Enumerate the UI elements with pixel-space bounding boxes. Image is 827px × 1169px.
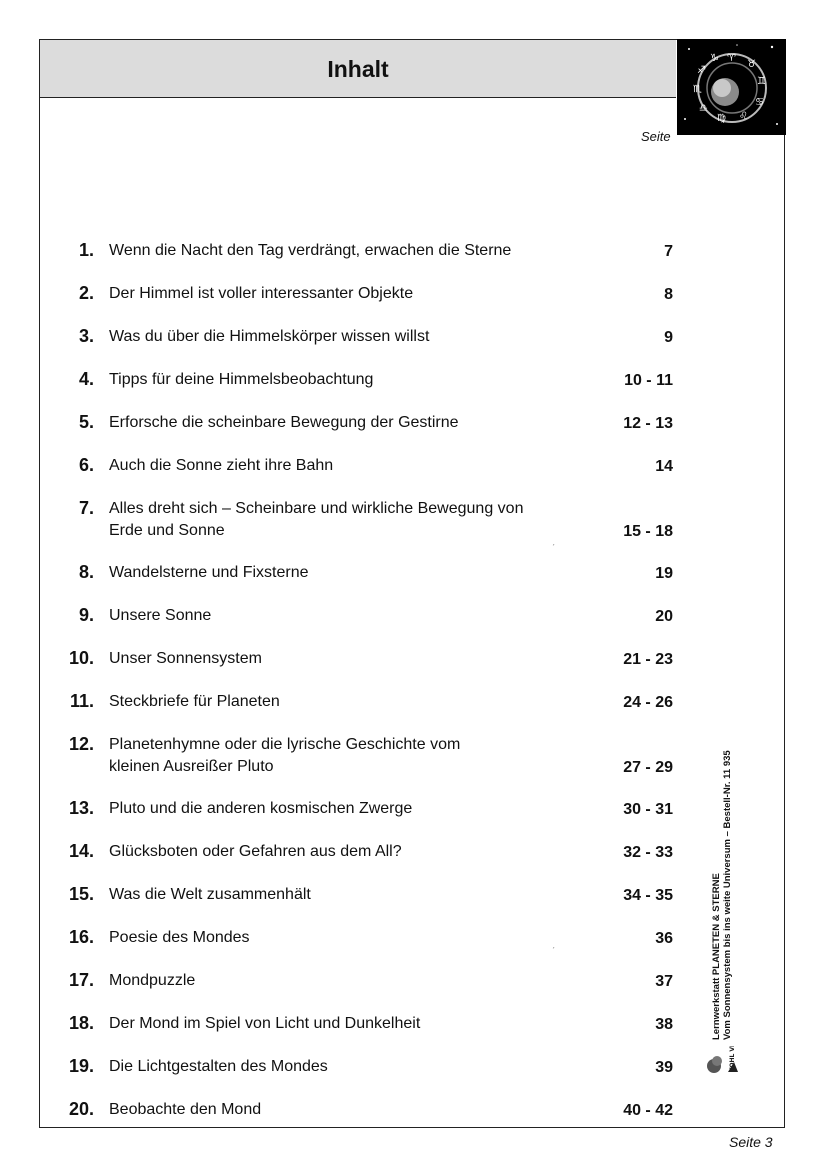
entry-number: 5.: [78, 412, 94, 432]
entry-page: 15 - 18: [623, 523, 673, 540]
entry-page: 20: [655, 608, 673, 625]
entry-number: 12.: [68, 734, 94, 754]
entry-title: Der Mond im Spiel von Licht und Dunkelheit: [109, 1015, 421, 1032]
entry-number: 20.: [68, 1099, 94, 1119]
entry-page: 37: [655, 973, 673, 990]
entry-page: 10 - 11: [624, 372, 673, 389]
entry-title: Unser Sonnensystem: [109, 650, 262, 667]
entry-title: Erforsche die scheinbare Bewegung der Gestirne: [109, 414, 459, 431]
entry-number: 19.: [68, 1056, 94, 1076]
entry-title: Planetenhymne oder die lyrische Geschichte vom: [109, 736, 461, 753]
entry-page: 19: [655, 565, 673, 582]
entry-page: 8: [664, 286, 673, 303]
entry-title-continued: kleinen Ausreißer Pluto: [109, 758, 274, 775]
svg-text:♉: ♉: [747, 59, 756, 70]
entry-title: Glücksboten oder Gefahren aus dem All?: [109, 843, 402, 860]
entry-title: Was du über die Himmelskörper wissen willst: [109, 328, 430, 345]
print-speck: ˊ: [552, 543, 555, 553]
entry-number: 7.: [78, 498, 94, 518]
entry-title: Wenn die Nacht den Tag verdrängt, erwachen die Sterne: [109, 242, 512, 259]
entry-title: Auch die Sonne zieht ihre Bahn: [109, 457, 334, 474]
entry-page: 36: [655, 930, 673, 947]
entry-page: 38: [655, 1016, 673, 1033]
page-column-label: Seite: [641, 129, 671, 144]
svg-text:♍: ♍: [717, 113, 726, 124]
entry-number: 18.: [68, 1013, 94, 1033]
entry-title-continued: Erde und Sonne: [109, 522, 225, 539]
entry-title: Wandelsterne und Fixsterne: [109, 564, 309, 581]
entry-page: 34 - 35: [623, 887, 673, 904]
entry-number: 13.: [68, 798, 94, 818]
entry-number: 14.: [68, 841, 94, 861]
series-imprint: [711, 750, 733, 1040]
entry-number: 10.: [68, 648, 94, 668]
entry-number: 11.: [69, 691, 94, 711]
entry-number: 17.: [68, 970, 94, 990]
entry-number: 6.: [78, 455, 94, 475]
entry-title: Beobachte den Mond: [109, 1101, 262, 1118]
entry-title: Mondpuzzle: [109, 972, 196, 989]
series-title: Lernwerkstatt PLANETEN & STERNE: [711, 873, 722, 1040]
entry-number: 8.: [78, 562, 94, 582]
svg-text:♈: ♈: [727, 53, 736, 64]
entry-page: 21 - 23: [623, 651, 673, 668]
svg-text:♎: ♎: [699, 103, 708, 114]
svg-text:♋: ♋: [755, 97, 764, 108]
page-number: Seite 3: [729, 1134, 773, 1150]
entry-page: 40 - 42: [623, 1102, 673, 1119]
entry-number: 9.: [78, 605, 94, 625]
entry-title: Unsere Sonne: [109, 607, 212, 624]
entry-title: Die Lichtgestalten des Mondes: [109, 1058, 328, 1075]
entry-page: 24 - 26: [623, 694, 673, 711]
publisher-logo: [704, 1046, 740, 1076]
entry-title: Steckbriefe für Planeten: [109, 693, 280, 710]
entry-page: 27 - 29: [623, 759, 673, 776]
entry-number: 15.: [68, 884, 94, 904]
publisher-name: KOHL VERLAG: [729, 1046, 736, 1072]
entry-page: 39: [655, 1059, 673, 1076]
entry-page: 7: [664, 243, 673, 260]
entry-title: Tipps für deine Himmelsbeobachtung: [109, 371, 374, 388]
header-bar: [40, 40, 676, 98]
print-speck: ˊ: [552, 946, 555, 956]
entry-page: 12 - 13: [623, 415, 673, 432]
entry-page: 14: [655, 458, 673, 475]
entry-title: Der Himmel ist voller interessanter Objekte: [109, 285, 414, 302]
entry-page: 30 - 31: [623, 801, 673, 818]
entry-number: 1.: [78, 240, 94, 260]
svg-text:♏: ♏: [693, 84, 702, 95]
series-subtitle: Vom Sonnensystem bis ins weite Universum – Bestell-Nr. 11 935: [722, 750, 733, 1040]
zodiac-illustration: [677, 39, 786, 135]
svg-text:♐: ♐: [697, 65, 706, 76]
entry-number: 2.: [78, 283, 94, 303]
entry-title: Poesie des Mondes: [109, 929, 250, 946]
entry-number: 3.: [78, 326, 94, 346]
svg-text:♑: ♑: [710, 53, 719, 64]
svg-text:♊: ♊: [757, 76, 766, 87]
page-title: Inhalt: [327, 56, 389, 82]
entry-title: Was die Welt zusammenhält: [109, 886, 311, 903]
entry-number: 4.: [78, 369, 94, 389]
entry-title: Alles dreht sich – Scheinbare und wirkliche Bewegung von: [109, 500, 524, 517]
svg-text:♌: ♌: [739, 111, 748, 122]
entry-page: 32 - 33: [623, 844, 673, 861]
entry-page: 9: [664, 329, 673, 346]
entry-number: 16.: [68, 927, 94, 947]
entry-title: Pluto und die anderen kosmischen Zwerge: [109, 800, 413, 817]
